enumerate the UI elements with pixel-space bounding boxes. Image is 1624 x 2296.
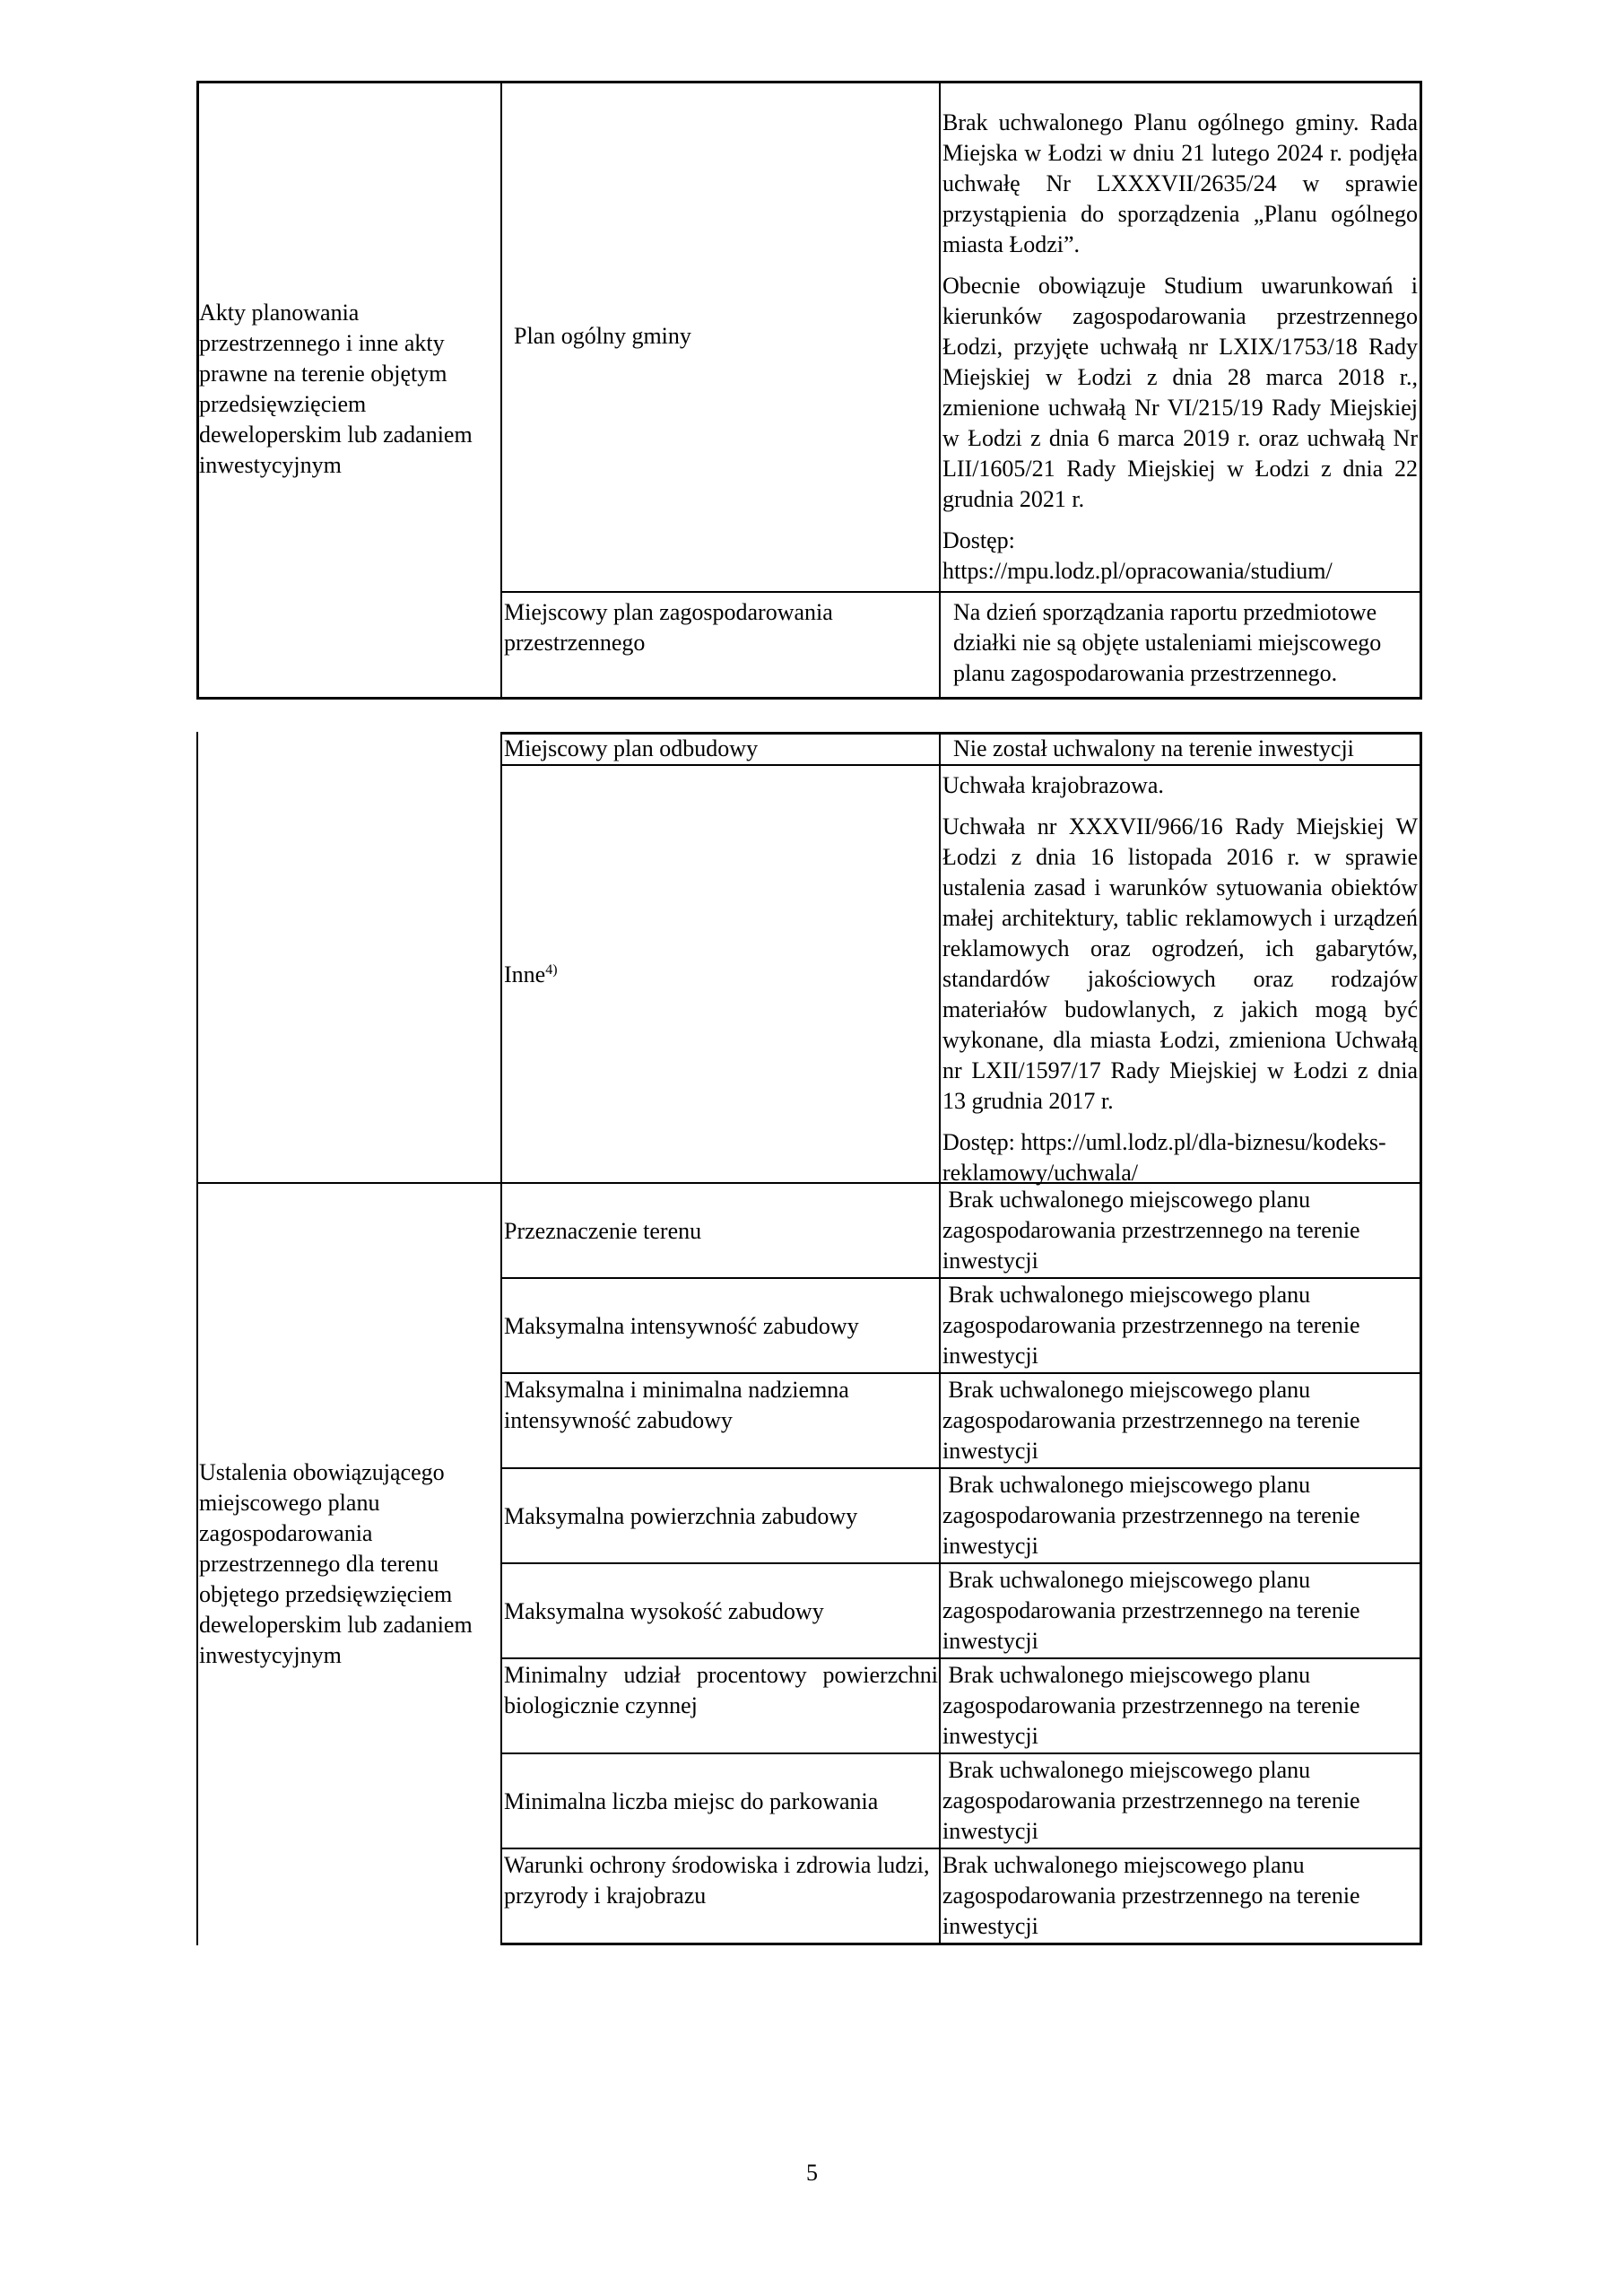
reconstruction-plan-value: Nie został uchwalony na terenie inwestycji [953,735,1354,761]
min-parking-label: Minimalna liczba miejsc do parkowania [504,1788,879,1814]
general-plan-paragraph-2: Obecnie obowiązuje Studium uwarunkowań i kierunków zagospodarowania przestrzennego Łodzi, przyjęte uchwałą nr LXIX/1753/18 Rady Miejskiej w Łodzi z dnia 28 marca 2018 r., zmienione uchwałą Nr VI/215/19 Rady Miejskiej w Łodzi z dnia 6 marca 2019 r. oraz uchwałą Nr LII/1605/21 Rady Miejskiej w Łodzi z dnia 22 grudnia 2021 r. [942,273,1418,512]
reconstruction-plan-label: Miejscowy plan odbudowy [504,735,759,761]
local-plan-label: Miejscowy plan zagospodarowania przestrzennego [504,599,833,656]
general-plan-label: Plan ogólny gminy [514,323,691,349]
min-parking-value: Brak uchwalonego miejscowego planu zagospodarowania przestrzennego na terenie inwestycji [942,1757,1367,1844]
landscape-resolution-details: Uchwała nr XXXVII/966/16 Rady Miejskiej W Łodzi z dnia 16 listopada 2016 r. w sprawie ustalenia zasad i warunków sytuowania obiektów małej architektury, tablic reklamowych i urządzeń reklamowych oraz ogrodzeń, ich gabarytów, standardów jakościowych oraz rodzajów materiałów budowlanych, z jakich mogą być wykonane, dla miasta Łodzi, zmieniona Uchwałą nr LXII/1597/17 Rady Miejskiej w Łodzi z dnia 13 grudnia 2017 r. [942,813,1418,1114]
max-building-area-label: Maksymalna powierzchnia zabudowy [504,1503,858,1529]
other-acts-label-text: Inne [504,961,546,987]
landscape-resolution-access-link: Dostęp: https://uml.lodz.pl/dla-biznesu/kodeks-reklamowy/uchwala/ [942,1129,1386,1186]
biologically-active-area-label: Minimalny udział procentowy powierzchni biologicznie czynnej [504,1662,938,1718]
other-acts-label [504,960,934,990]
aboveground-intensity-value: Brak uchwalonego miejscowego planu zagospodarowania przestrzennego na terenie inwestycji [942,1377,1367,1464]
footnote-marker: 4) [545,962,558,978]
general-plan-value [942,108,1418,587]
aboveground-intensity-label: Maksymalna i minimalna nadziemna intensywność zabudowy [504,1377,849,1433]
max-intensity-value: Brak uchwalonego miejscowego planu zagospodarowania przestrzennego na terenie inwestycji [942,1282,1367,1369]
general-plan-paragraph-1: Brak uchwalonego Planu ogólnego gminy. Rada Miejska w Łodzi w dniu 21 lutego 2024 r. podjęła uchwałę Nr LXXXVII/2635/24 w sprawie przystąpienia do sporządzenia „Planu ogólnego miasta Łodzi”. [942,109,1418,257]
max-height-value: Brak uchwalonego miejscowego planu zagospodarowania przestrzennego na terenie inwestycji [942,1567,1367,1654]
page-number: 5 [806,2160,818,2186]
max-building-area-value: Brak uchwalonego miejscowego planu zagospodarowania przestrzennego na terenie inwestycji [942,1472,1367,1559]
max-intensity-label: Maksymalna intensywność zabudowy [504,1313,859,1339]
environmental-protection-value: Brak uchwalonego miejscowego planu zagospodarowania przestrzennego na terenie inwestycji [942,1852,1367,1939]
planning-acts-category: Akty planowania przestrzennego i inne akty prawne na terenie objętym przedsięwzięciem deweloperskim lub zadaniem inwestycyjnym [199,300,473,478]
general-plan-access-link: Dostęp: https://mpu.lodz.pl/opracowania/studium/ [942,527,1333,584]
max-height-label: Maksymalna wysokość zabudowy [504,1598,824,1624]
biologically-active-area-value: Brak uchwalonego miejscowego planu zagospodarowania przestrzennego na terenie inwestycji [942,1662,1367,1749]
landscape-resolution-title: Uchwała krajobrazowa. [942,772,1164,798]
local-plan-settings-category: Ustalenia obowiązującego miejscowego planu zagospodarowania przestrzennego dla terenu objętego przedsięwzięciem deweloperskim lub zadaniem inwestycyjnym [199,1459,473,1668]
land-use-value: Brak uchwalonego miejscowego planu zagospodarowania przestrzennego na terenie inwestycji [942,1187,1367,1274]
environmental-protection-label: Warunki ochrony środowiska i zdrowia ludzi, przyrody i krajobrazu [504,1852,930,1909]
land-use-label: Przeznaczenie terenu [504,1218,702,1244]
other-acts-value [942,770,1418,1188]
local-plan-value: Na dzień sporządzania raportu przedmiotowe działki nie są objęte ustaleniami miejscowego planu zagospodarowania przestrzennego. [953,599,1382,686]
